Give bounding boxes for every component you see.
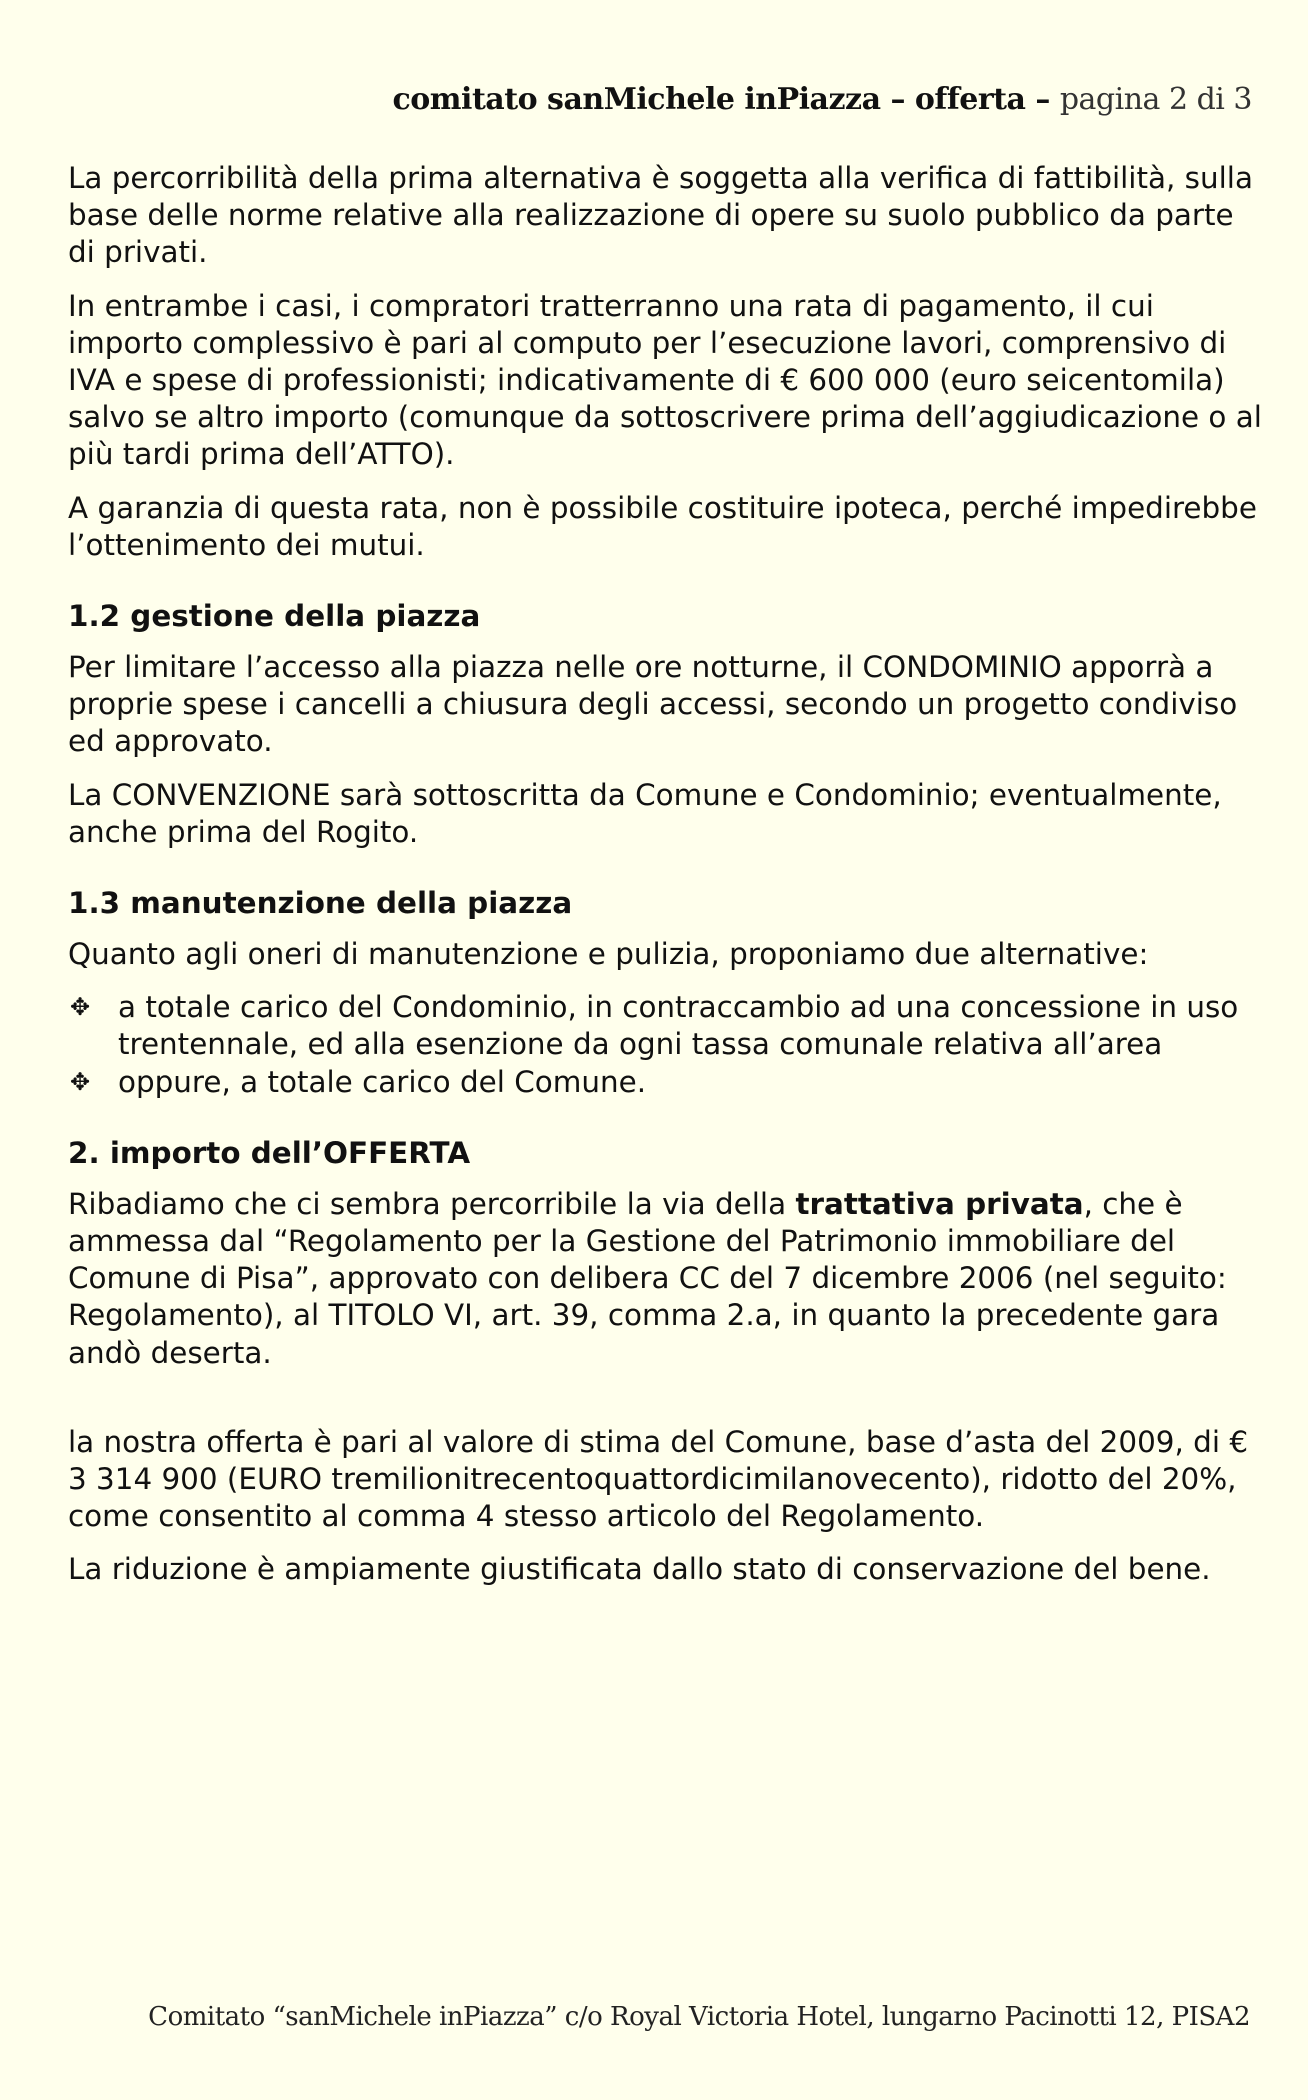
paragraph-text: Ribadiamo che ci sembra percorribile la via della: [68, 1186, 796, 1221]
list-item-text: a totale carico del Condominio, in contraccambio ad una concessione in uso trentennale, ed alla esenzione da ogni tassa comunale relativa all’area: [118, 990, 1239, 1062]
paragraph: [68, 1186, 1268, 1372]
section-heading-2: 2. importo dell’OFFERTA: [68, 1135, 471, 1170]
header-org: comitato sanMichele inPiazza: [392, 82, 881, 117]
paragraph: Quanto agli oneri di manutenzione e pulizia, proponiamo due alternative:: [68, 937, 1149, 972]
section-heading-1-2: 1.2 gestione della piazza: [68, 599, 481, 634]
bullet-list: [68, 989, 1268, 1101]
paragraph: la nostra offerta è pari al valore di stima del Comune, base d’asta del 2009, di € 3 314 900 (EURO tremilionitrecentoquattordicimilanovecento), ridotto del 20%, come consentito al comma 4 stesso articolo del Regolamento.: [68, 1424, 1249, 1534]
page-header: [393, 82, 1252, 117]
paragraph: Per limitare l’accesso alla piazza nelle ore notturne, il CONDOMINIO apporrà a proprie spese i cancelli a chiusura degli accessi, secondo un progetto condiviso ed approvato.: [68, 650, 1238, 759]
list-item-text: oppure, a totale carico del Comune.: [118, 1064, 647, 1099]
header-page-label: pagina 2 di 3: [1059, 82, 1252, 117]
four-diamond-bullet-icon: ✥: [70, 1067, 91, 1096]
list-item: [68, 989, 1268, 1063]
page-footer: [148, 2002, 1250, 2032]
header-separator: –: [1025, 82, 1060, 117]
footer-page-number: 2: [1233, 2002, 1250, 2032]
footer-address: Comitato “sanMichele inPiazza” c/o Royal Victoria Hotel, lungarno Pacinotti 12, PISA: [148, 2002, 1234, 2032]
paragraph: La CONVENZIONE sarà sottoscritta da Comune e Condominio; eventualmente, anche prima del Rogito.: [68, 777, 1222, 849]
paragraph: La percorribilità della prima alternativa è soggetta alla verifica di fattibilità, sulla base delle norme relative alla realizzazione di opere su suolo pubblico da parte di privati.: [68, 161, 1253, 270]
bold-phrase: trattativa privata: [795, 1186, 1084, 1221]
paragraph: La riduzione è ampiamente giustificata dallo stato di conservazione del bene.: [68, 1552, 1211, 1587]
document-body: [68, 160, 1268, 1605]
header-doc-title: offerta: [914, 82, 1026, 117]
paragraph: A garanzia di questa rata, non è possibile costituire ipoteca, perché impedirebbe l’ottenimento dei mutui.: [68, 490, 1257, 562]
paragraph-text: , che è ammessa dal “Regolamento per la Gestione del Patrimonio immobiliare del Comune di Pisa”, approvato con delibera CC del 7 dicembre 2006 (nel seguito: Regolamento), al TITOLO VI, art. 39, comma 2.a, in quanto la precedente gara andò deserta.: [68, 1186, 1227, 1370]
paragraph: In entrambe i casi, i compratori tratterranno una rata di pagamento, il cui importo complessivo è pari al computo per l’esecuzione lavori, comprensivo di IVA e spese di professionisti; indicativamente di € 600 000 (euro seicentomila) salvo se altro importo (comunque da sottoscrivere prima dell’aggiudicazione o al più tardi prima dell’ATTO).: [68, 288, 1262, 472]
list-item: [68, 1064, 1268, 1101]
section-heading-1-3: 1.3 manutenzione della piazza: [68, 886, 573, 921]
four-diamond-bullet-icon: ✥: [70, 993, 91, 1022]
header-separator: –: [880, 82, 915, 117]
